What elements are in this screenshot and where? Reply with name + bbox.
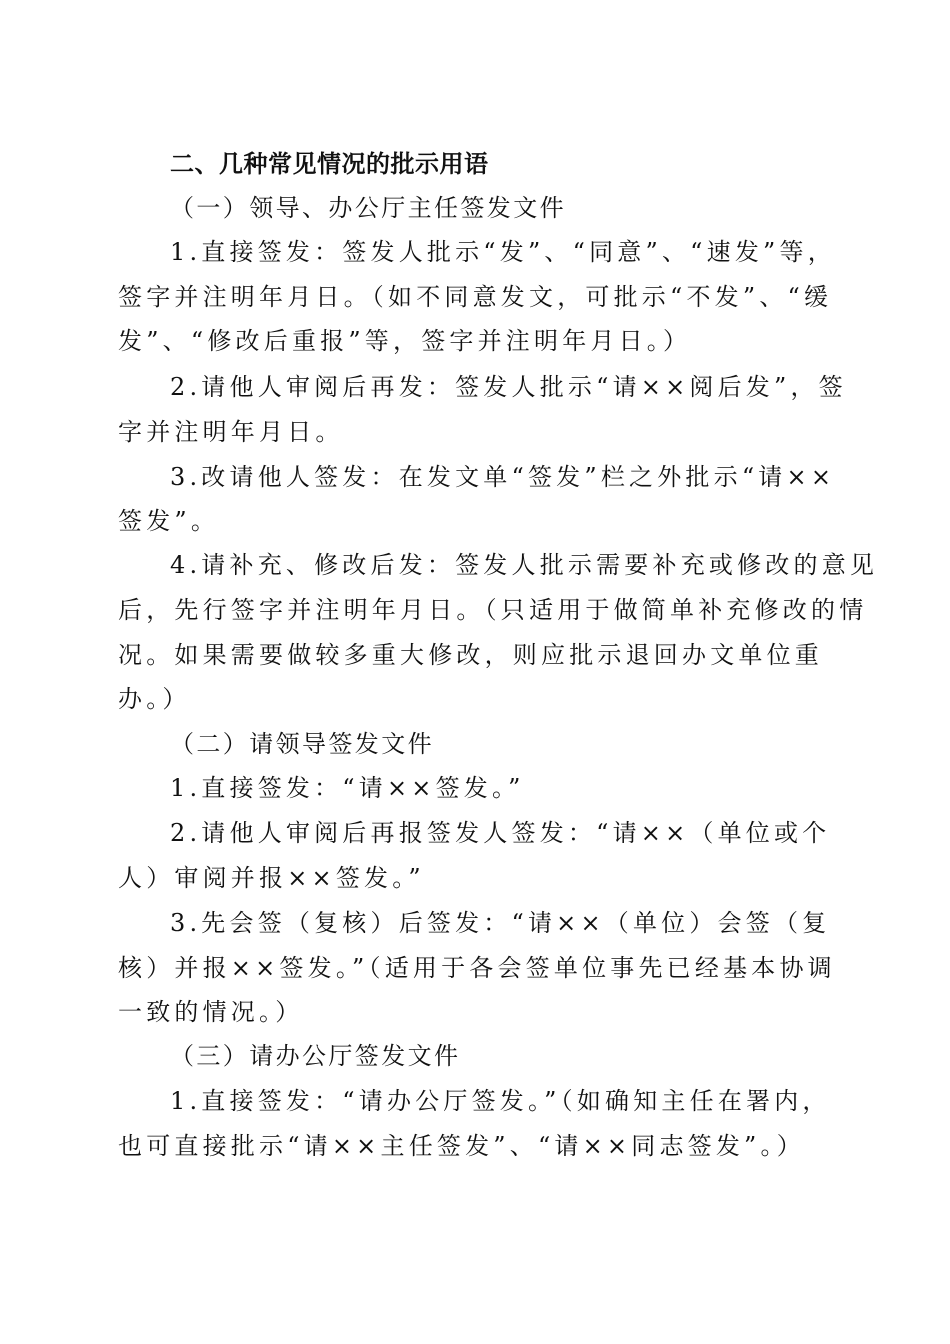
paragraph-line: 发”、“修改后重报”等，签字并注明年月日。）: [118, 327, 692, 355]
paragraph-line: 字并注明年月日。: [118, 418, 344, 446]
paragraph-line: 后，先行签字并注明年月日。（只适用于做简单补充修改的情: [118, 596, 868, 624]
paragraph-line: 核）并报××签发。”（适用于各会签单位事先已经基本协调: [118, 954, 836, 982]
section-heading: （二）请领导签发文件: [170, 730, 434, 758]
paragraph-line: 1.直接签发：“请××签发。”: [170, 774, 525, 802]
page-title: 二、几种常见情况的批示用语: [170, 150, 489, 178]
paragraph-line: 签发”。: [118, 507, 220, 535]
paragraph-line: 2.请他人审阅后再发：签发人批示“请××阅后发”，签: [170, 373, 847, 401]
paragraph-line: 签字并注明年月日。（如不同意发文，可批示“不发”、“缓: [118, 283, 833, 311]
paragraph-line: 办。）: [118, 685, 191, 713]
section-heading: （三）请办公厅签发文件: [170, 1042, 461, 1070]
paragraph-line: 2.请他人审阅后再报签发人签发：“请××（单位或个: [170, 819, 831, 847]
section-heading: （一）领导、办公厅主任签发文件: [170, 194, 566, 222]
paragraph-line: 4.请补充、修改后发：签发人批示需要补充或修改的意见: [170, 551, 879, 579]
paragraph-line: 1.直接签发：签发人批示“发”、“同意”、“速发”等，: [170, 238, 836, 266]
paragraph-line: 也可直接批示“请××主任签发”、“请××同志签发”。）: [118, 1132, 805, 1160]
paragraph-line: 一致的情况。）: [118, 998, 304, 1026]
paragraph-line: 3.改请他人签发：在发文单“签发”栏之外批示“请××: [170, 463, 836, 491]
paragraph-line: 1.直接签发：“请办公厅签发。”（如确知主任在署内，: [170, 1087, 831, 1115]
paragraph-line: 人）审阅并报××签发。”: [118, 864, 425, 892]
paragraph-line: 3.先会签（复核）后签发：“请××（单位）会签（复: [170, 909, 831, 937]
paragraph-line: 况。如果需要做较多重大修改，则应批示退回办文单位重: [118, 641, 823, 669]
